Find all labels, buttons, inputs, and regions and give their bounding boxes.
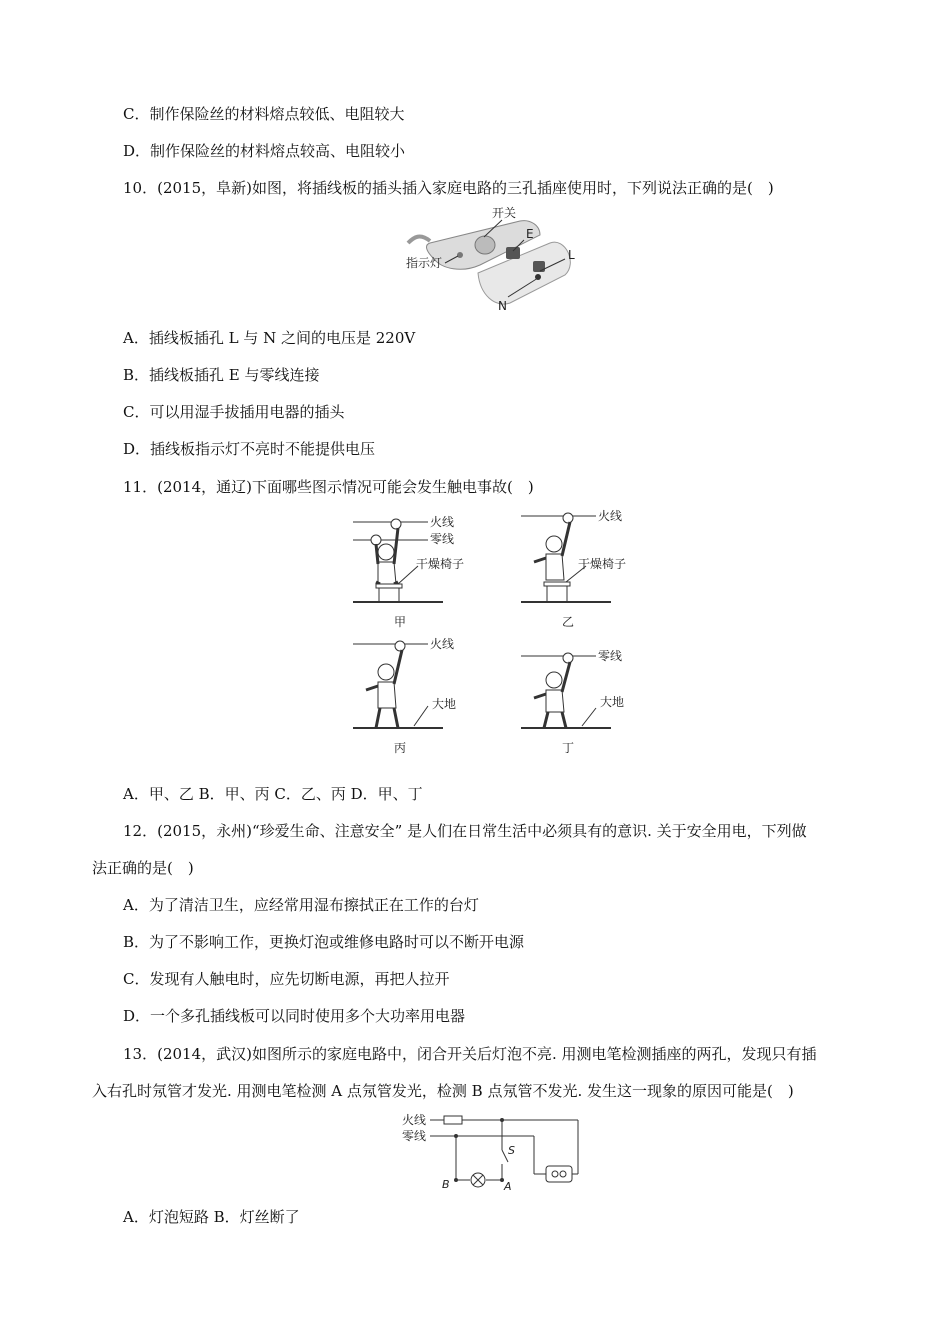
label-N: N xyxy=(498,299,507,313)
q10-stem: 10．(2015，阜新)如图，将插线板的插头插入家庭电路的三孔插座使用时，下列说法正确的是( ) xyxy=(123,179,774,197)
q9-option-d: D．制作保险丝的材料熔点较高、电阻较小 xyxy=(123,142,406,160)
panel-jia xyxy=(353,514,464,629)
svg-text:甲: 甲 xyxy=(394,615,407,629)
svg-text:大地: 大地 xyxy=(600,695,625,709)
q10-option-d: D．插线板指示灯不亮时不能提供电压 xyxy=(123,440,376,458)
svg-text:火线: 火线 xyxy=(402,1113,427,1127)
svg-text:零线: 零线 xyxy=(402,1129,427,1143)
svg-text:B: B xyxy=(442,1178,450,1191)
q10-option-a: A．插线板插孔 L 与 N 之间的电压是 220V xyxy=(123,329,416,347)
svg-text:S: S xyxy=(508,1144,515,1157)
label-switch: 开关 xyxy=(492,206,517,220)
q10-option-c: C．可以用湿手拔插用电器的插头 xyxy=(123,403,345,421)
panel-yi xyxy=(521,508,626,629)
q12-stem-1: 12．(2015，永州)“珍爱生命、注意安全” 是人们在日常生活中必须具有的意识. 关于安全用电，下列做 xyxy=(123,822,807,840)
svg-text:干燥椅子: 干燥椅子 xyxy=(416,557,465,571)
q11-options: A．甲、乙 B．甲、丙 C．乙、丙 D．甲、丁 xyxy=(123,785,423,803)
q12-option-c: C．发现有人触电时，应先切断电源，再把人拉开 xyxy=(123,970,450,988)
svg-text:丁: 丁 xyxy=(562,741,575,755)
q12-option-d: D．一个多孔插线板可以同时使用多个大功率用电器 xyxy=(123,1007,466,1025)
panel-bing xyxy=(353,636,456,755)
label-E: E xyxy=(526,227,534,241)
svg-text:干燥椅子: 干燥椅子 xyxy=(578,557,627,571)
q9-option-c: C．制作保险丝的材料熔点较低、电阻较大 xyxy=(123,105,405,123)
svg-text:零线: 零线 xyxy=(430,532,455,546)
svg-text:丙: 丙 xyxy=(394,741,407,755)
q12-option-a: A．为了清洁卫生，应经常用湿布擦拭正在工作的台灯 xyxy=(123,896,479,914)
q13-stem-1: 13．(2014，武汉)如图所示的家庭电路中，闭合开关后灯泡不亮. 用测电笔检测插座的两孔，发现只有插 xyxy=(123,1045,817,1063)
q13-options: A．灯泡短路 B．灯丝断了 xyxy=(123,1208,300,1226)
q12-stem-2: 法正确的是( ) xyxy=(92,859,194,877)
svg-text:乙: 乙 xyxy=(562,615,575,629)
q12-option-b: B．为了不影响工作，更换灯泡或维修电路时可以不断开电源 xyxy=(123,933,525,951)
label-indicator: 指示灯 xyxy=(406,256,443,270)
svg-text:A: A xyxy=(504,1180,512,1193)
q13-figure xyxy=(398,1110,588,1194)
q11-figure xyxy=(348,504,648,758)
q11-stem: 11．(2014，通辽)下面哪些图示情况可能会发生触电事故( ) xyxy=(123,478,534,496)
svg-text:零线: 零线 xyxy=(598,649,623,663)
q10-option-b: B．插线板插孔 E 与零线连接 xyxy=(123,366,320,384)
svg-text:火线: 火线 xyxy=(598,509,623,523)
svg-text:大地: 大地 xyxy=(432,697,457,711)
svg-text:火线: 火线 xyxy=(430,637,455,651)
svg-text:火线: 火线 xyxy=(430,515,455,529)
label-L: L xyxy=(568,248,575,262)
q10-figure xyxy=(400,203,590,315)
q13-stem-2: 入右孔时氖管才发光. 用测电笔检测 A 点氖管发光，检测 B 点氖管不发光. 发生这一现象的原因可能是( ) xyxy=(92,1082,794,1100)
panel-ding xyxy=(521,648,624,755)
